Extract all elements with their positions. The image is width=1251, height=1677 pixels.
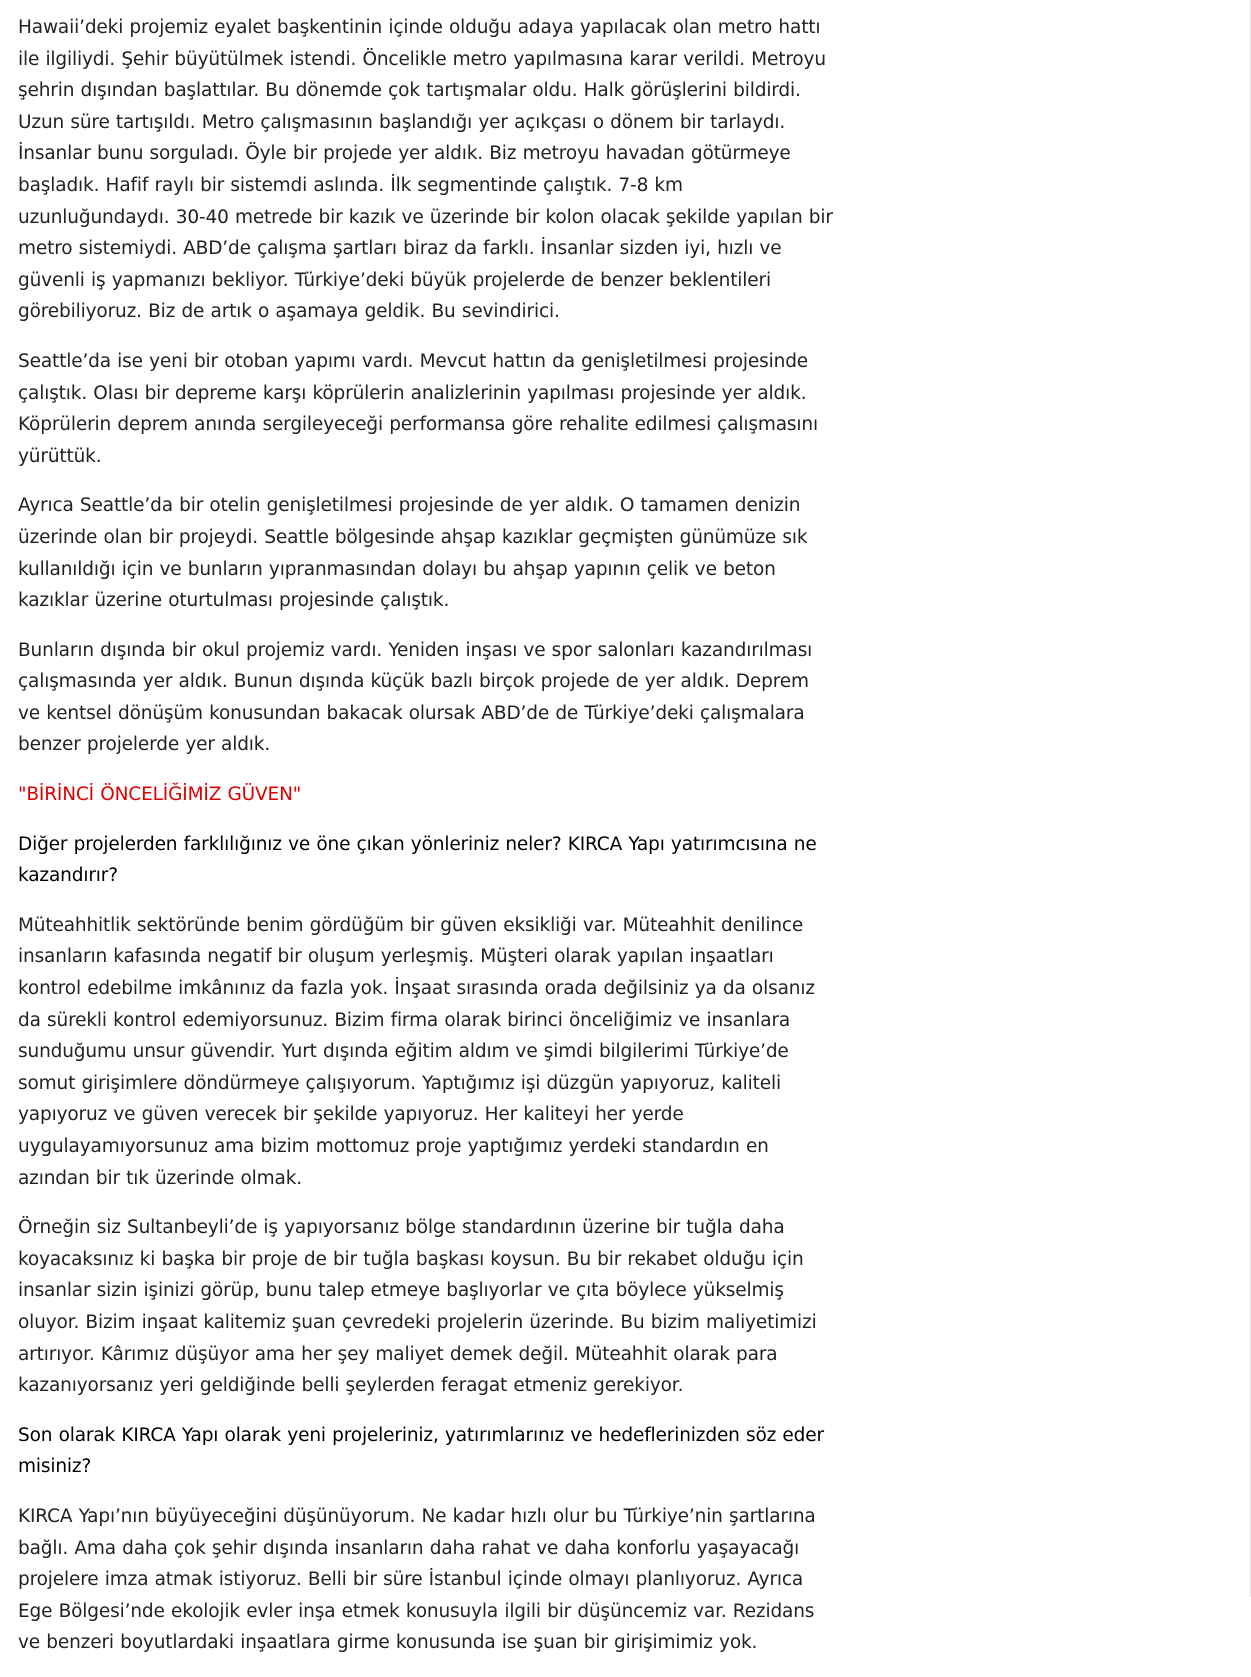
section-subheading: "BİRİNCİ ÖNCELİĞİMİZ GÜVEN" [18, 784, 302, 806]
paragraph-hawaii-metro: Hawaii’deki projemiz eyalet başkentinin içinde olduğu adaya yapılacak olan metro hattı ile ilgiliydi. Şehir büyütülmek istendi. Öncelikle metro yapılmasına karar verildi. Metroyu şehrin dışından başlattılar. Bu dönemde çok tartışmalar oldu. Halk görüşlerini bildirdi. Uzun süre tartışıldı. Metro çalışmasının başlandığı yer açıkçası o dönem bir tarlaydı. İnsanlar bunu sorguladı. Öyle bir projede yer aldık. Biz metroyu havadan götürmeye başladık. Hafif raylı bir sistemdi aslında. İlk segmentinde çalıştık. 7-8 km uzunluğundaydı. 30-40 metrede bir kazık ve üzerinde bir kolon olacak şekilde yapılan bir metro sistemiydi. ABD’de çalışma şartları biraz da farklı. İnsanlar sizden iyi, hızlı ve güvenli iş yapmanızı bekliyor. Türkiye’deki büyük projelerde de benzer beklentileri görebiliyoruz. Biz de artık o aşamaya geldik. Bu sevindirici. [18, 17, 833, 323]
paragraph-trust: Müteahhitlik sektöründe benim gördüğüm bir güven eksikliği var. Müteahhit denilince insanların kafasında negatif bir oluşum yerleşmiş. Müşteri olarak yapılan inşaatları kontrol edebilme imkânınız da fazla yok. İnşaat sırasında orada değilsiniz ya da olsanız da sürekli kontrol edemiyorsunuz. Bizim firma olarak birinci önceliğimiz ve insanlara sunduğumu unsur güvendir. Yurt dışında eğitim aldım ve şimdi bilgilerimi Türkiye’de somut girişimlere döndürmeye çalışıyorum. Yaptığımız işi düzgün yapıyoruz, kaliteli yapıyoruz ve güven verecek bir şekilde yapıyoruz. Her kaliteyi her yerde uygulayamıyorsunuz ama bizim mottomuz proje yaptığımız yerdeki standardın en azından bir tık üzerinde olmak. [18, 914, 815, 1189]
paragraph-seattle-highway: Seattle’da ise yeni bir otoban yapımı vardı. Mevcut hattın da genişletilmesi projesinde çalıştık. Olası bir depreme karşı köprülerin analizlerinin yapılması projesinde yer aldık. Köprülerin deprem anında sergileyeceği performansa göre rehalite edilmesi çalışmasını yürüttük. [18, 350, 818, 467]
interview-question-future: Son olarak KIRCA Yapı olarak yeni projeleriniz, yatırımlarınız ve hedeflerinizden söz eder misiniz? [18, 1424, 824, 1478]
paragraph-school-project: Bunların dışında bir okul projemiz vardı. Yeniden inşası ve spor salonları kazandırılması çalışmasında yer aldık. Bunun dışında küçük bazlı birçok projede de yer aldık. Deprem ve kentsel dönüşüm konusundan bakacak olursak ABD’de de Türkiye’deki çalışmalara benzer projelerde yer aldık. [18, 639, 813, 756]
paragraph-sultanbeyli: Örneğin siz Sultanbeyli’de iş yapıyorsanız bölge standardının üzerine bir tuğla daha koyacaksınız ki başka bir proje de bir tuğla başkası koysun. Bu bir rekabet olduğu için insanlar sizin işinizi görüp, bunu talep etmeye başlıyorlar ve çıta böylece yükselmiş oluyor. Bizim inşaat kalitemiz şuan çevredeki projelerin üzerinde. Bu bizim maliyetimizi artırıyor. Kârımız düşüyor ama her şey maliyet demek değil. Müteahhit olarak para kazanıyorsanız yeri geldiğinde belli şeylerden feragat etmeniz gerekiyor. [18, 1217, 817, 1397]
article-body [18, 12, 833, 1677]
paragraph-future-plans: KIRCA Yapı’nın büyüyeceğini düşünüyorum. Ne kadar hızlı olur bu Türkiye’nin şartlarına bağlı. Ama daha çok şehir dışında insanların daha rahat ve daha konforlu yaşayacağı projelere imza atmak istiyoruz. Belli bir süre İstanbul içinde olmayı planlıyoruz. Ayrıca Ege Bölgesi’nde ekolojik evler inşa etmek konusuyla ilgili bir düşüncemiz var. Rezidans ve benzeri boyutlardaki inşaatlara girme konusunda ise şuan bir girişimimiz yok. [18, 1505, 816, 1654]
paragraph-seattle-hotel: Ayrıca Seattle’da bir otelin genişletilmesi projesinde de yer aldık. O tamamen denizin üzerinde olan bir projeydi. Seattle bölgesinde ahşap kazıklar geçmişten günümüze sık kullanıldığı için ve bunların yıpranmasından dolayı bu ahşap yapının çelik ve beton kazıklar üzerine oturtulması projesinde çalıştık. [18, 495, 808, 612]
interview-question-differences: Diğer projelerden farklılığınız ve öne çıkan yönleriniz neler? KIRCA Yapı yatırımcısına ne kazandırır? [18, 833, 817, 887]
